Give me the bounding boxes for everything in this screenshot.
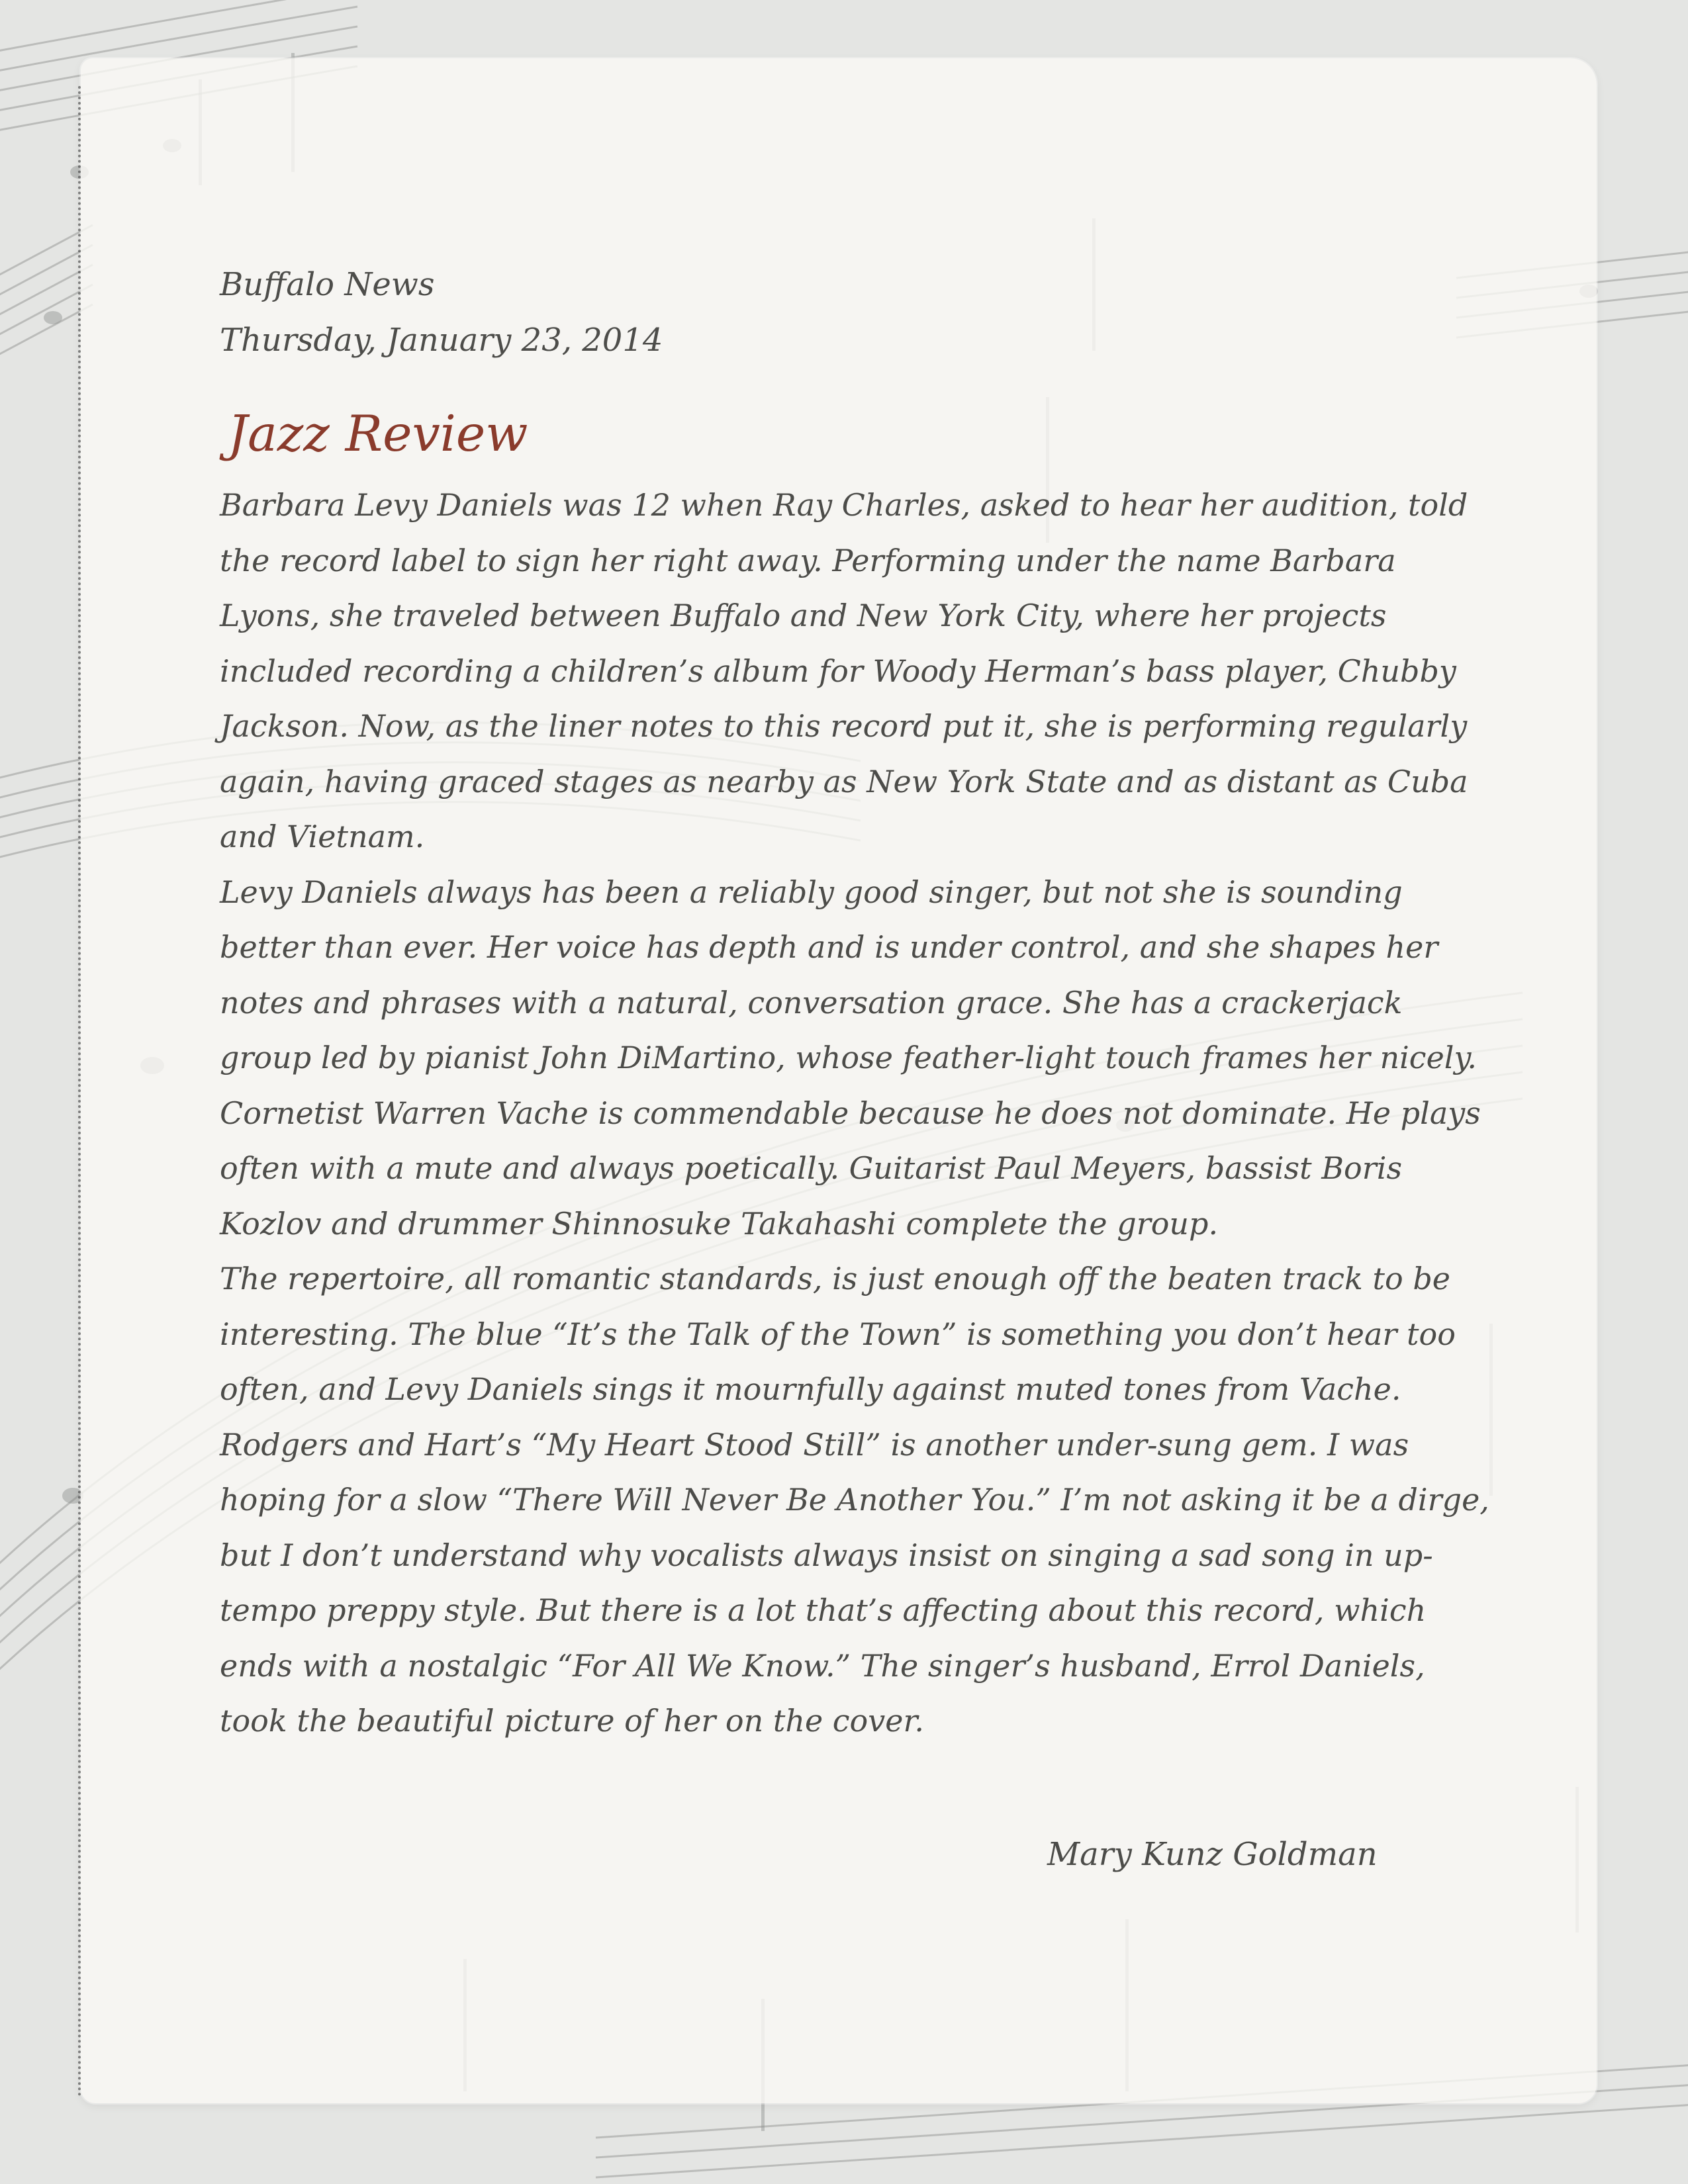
article-paragraph: Barbara Levy Daniels was 12 when Ray Charles, asked to hear her audition, told the record label to sign her right away. Performing under the name Barbara Lyons, she traveled between Buffalo and New York City, where her projects included recording a children’s album for Woody Herman’s bass player, Chubby Jackson. Now, as the liner notes to this record put it, she is performing regularly again, having graced stages as nearby as New York State and as distant as Cuba and Vietnam. [220,487,1468,854]
publication-date: Thursday, January 23, 2014 [220,322,663,359]
article-body [220,478,1497,1749]
publication-name: Buffalo News [220,266,435,303]
article-paragraph: The repertoire, all romantic standards, is just enough off the beaten track to be interesting. The blue “It’s the Talk of the Town” is something you don’t hear too often, and Levy Daniels sings it mournfully against muted tones from Vache. Rodgers and Hart’s “My Heart Stood Still” is another under-sung gem. I was hoping for a slow “There Will Never Be Another You.” I’m not asking it be a dirge, but I don’t understand why vocalists always insist on singing a sad song in up-tempo preppy style. But there is a lot that’s affecting about this record, which ends with a nostalgic “For All We Know.” The singer’s husband, Errol Daniels, took the beautiful picture of her on the cover. [220,1261,1489,1739]
article-title: Jazz Review [228,404,528,463]
author-byline: Mary Kunz Goldman [1047,1836,1378,1873]
document-content [220,257,1497,1749]
torn-paper-edge [78,86,85,2098]
article-paragraph: Levy Daniels always has been a reliably good singer, but not she is sounding better than ever. Her voice has depth and is under control, and she shapes her notes and phrases with a natural, conversation grace. She has a crackerjack group led by pianist John DiMartino, whose feather-light touch frames her nicely. Cornetist Warren Vache is commendable because he does not dominate. He plays often with a mute and always poetically. Guitarist Paul Meyers, bassist Boris Kozlov and drummer Shinnosuke Takahashi complete the group. [220,874,1481,1242]
